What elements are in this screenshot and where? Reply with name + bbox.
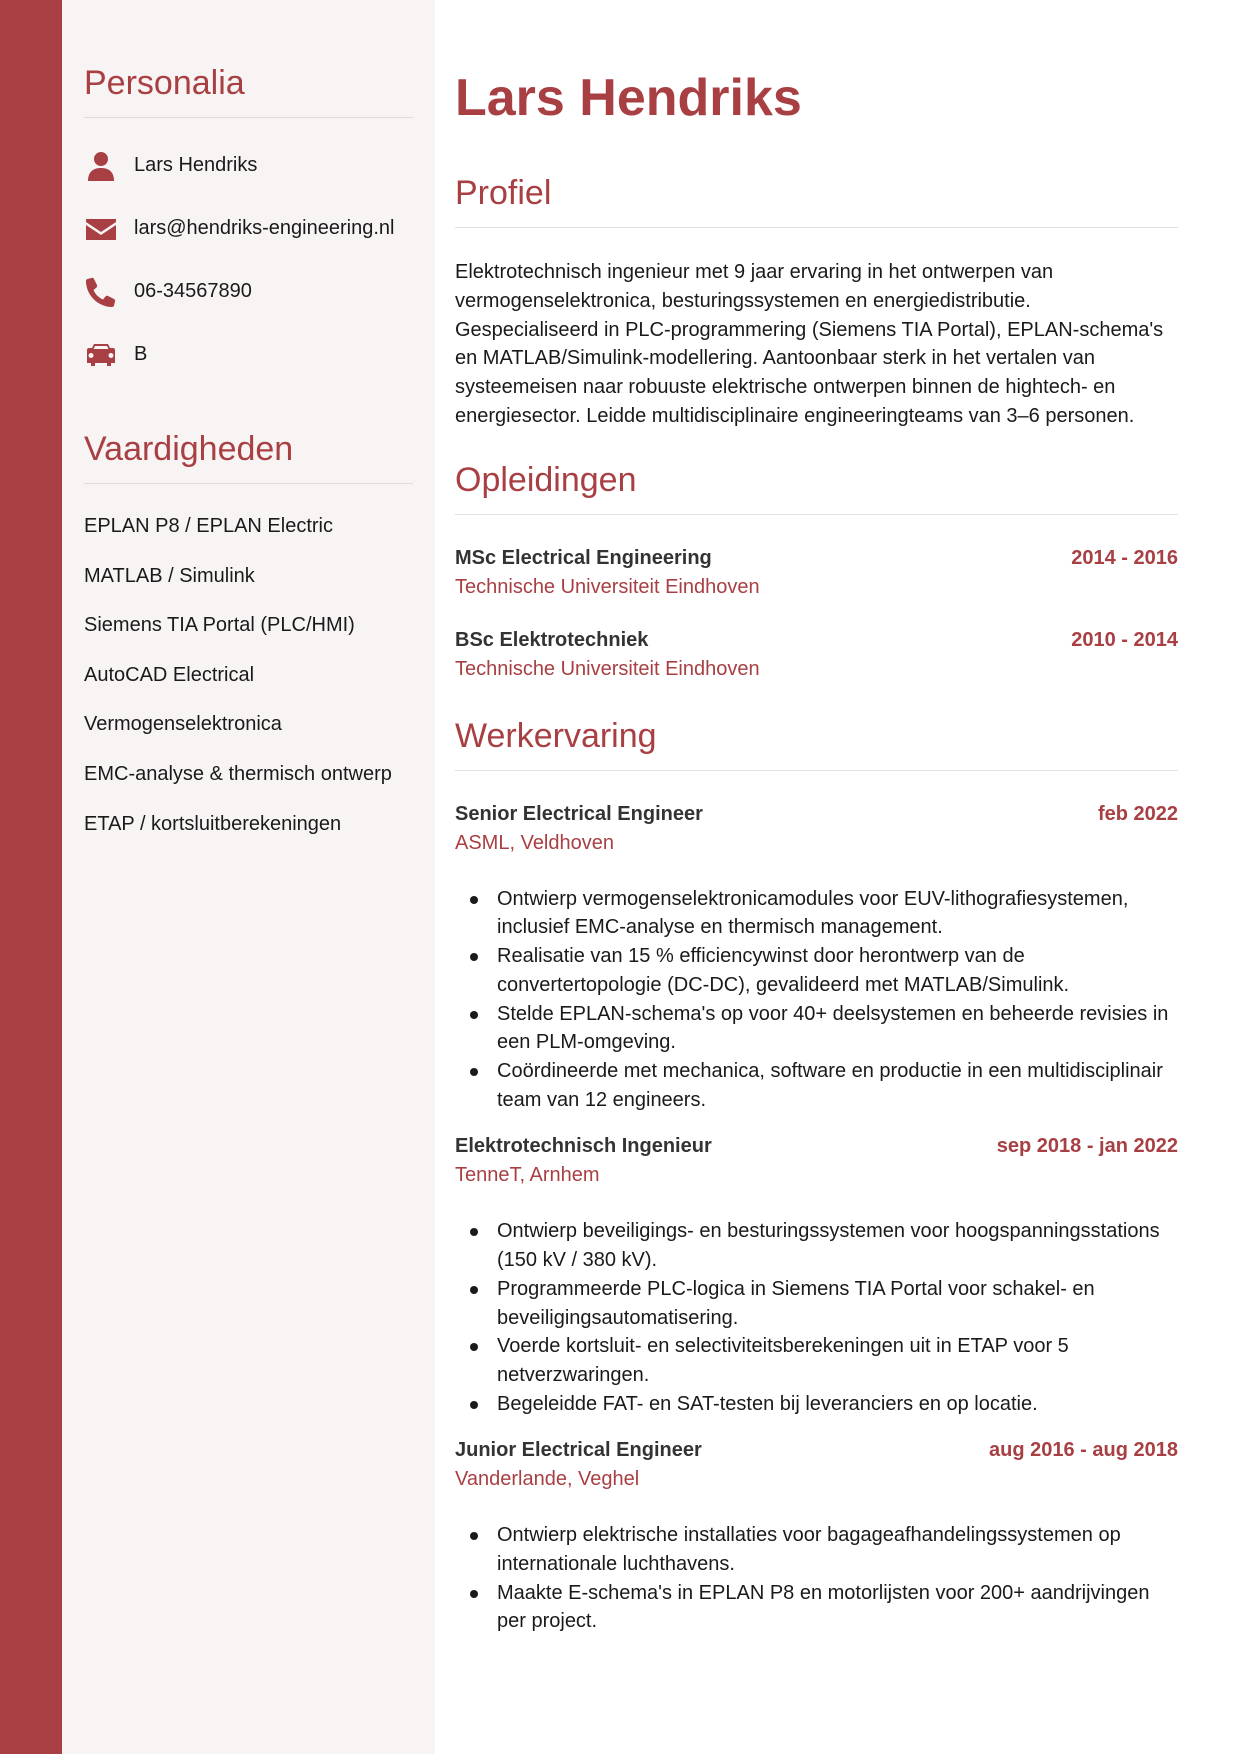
skill-item: AutoCAD Electrical [84, 663, 255, 686]
personal-heading: Personalia [84, 64, 413, 118]
skill-item: Siemens TIA Portal (PLC/HMI) [84, 614, 355, 637]
phone-icon [84, 275, 118, 309]
job-bullets [455, 1217, 1178, 1418]
job-bullet: Stelde EPLAN-schema's op voor 40+ deelsystemen en beheerde revisies in een PLM-omgeving. [455, 1000, 1178, 1057]
contact-email [84, 197, 413, 260]
job-bullets [455, 1521, 1178, 1636]
job-bullet: Ontwierp beveiligings- en besturingssystemen voor hoogspanningsstations (150 kV / 380 kV). [455, 1217, 1178, 1274]
education-institution: Technische Universiteit Eindhoven [455, 575, 760, 598]
accent-bar [0, 0, 62, 1754]
contact-license [84, 323, 413, 386]
experience-entry [455, 803, 1178, 1115]
education-date: 2014 - 2016 [1071, 546, 1178, 569]
contact-license-text: B [134, 343, 148, 365]
education-institution: Technische Universiteit Eindhoven [455, 657, 760, 680]
job-company: Vanderlande, Veghel [455, 1468, 640, 1491]
car-icon [84, 338, 118, 372]
profile-text: Elektrotechnisch ingenieur met 9 jaar ervaring in het ontwerpen van vermogenselektronica, besturingssystemen en energiedistributie. Gespecialiseerd in PLC-programmering (Siemens TIA Portal), EPLAN-schema's en MATLAB/Simulink-modellering. Aantoonbaar sterk in het vertalen van systeemeisen naar robuuste elektrische ontwerpen binnen de hightech- en energiesector. Leidde multidisciplinaire engineeringteams van 3–6 personen. [455, 261, 1164, 427]
envelope-icon [84, 212, 118, 246]
experience-section [455, 717, 1178, 1636]
education-entry [455, 629, 1178, 681]
skill-item: MATLAB / Simulink [84, 564, 255, 587]
job-title: Junior Electrical Engineer [455, 1439, 702, 1462]
education-heading: Opleidingen [455, 461, 1178, 515]
profile-heading: Profiel [455, 174, 1178, 228]
education-date: 2010 - 2014 [1071, 628, 1178, 651]
job-bullet: Maakte E-schema's in EPLAN P8 en motorlijsten voor 200+ aandrijvingen per project. [455, 1579, 1178, 1636]
skill-item: Vermogenselektronica [84, 713, 282, 736]
job-date: aug 2016 - aug 2018 [989, 1439, 1178, 1462]
user-icon [84, 149, 118, 183]
experience-entry [455, 1439, 1178, 1636]
job-bullet: Voerde kortsluit- en selectiviteitsberekeningen uit in ETAP voor 5 netverzwaringen. [455, 1332, 1178, 1389]
contact-name-text: Lars Hendriks [134, 154, 258, 176]
job-bullet: Coördineerde met mechanica, software en productie in een multidisciplinair team van 12 engineers. [455, 1057, 1178, 1114]
skill-item: EPLAN P8 / EPLAN Electric [84, 515, 333, 537]
experience-heading: Werkervaring [455, 717, 1178, 771]
job-bullets [455, 885, 1178, 1115]
education-section [455, 461, 1178, 681]
job-bullet: Begeleidde FAT- en SAT-testen bij leveranciers en op locatie. [455, 1390, 1178, 1419]
skills-list [84, 502, 413, 849]
job-date: feb 2022 [1097, 802, 1178, 825]
job-title: Elektrotechnisch Ingenieur [455, 1135, 712, 1158]
education-title: MSc Electrical Engineering [455, 546, 712, 569]
main-content [455, 0, 1178, 1636]
skill-item: EMC-analyse & thermisch ontwerp [84, 762, 392, 785]
contact-phone [84, 260, 413, 323]
skills-heading: Vaardigheden [84, 430, 413, 484]
job-date: sep 2018 - jan 2022 [996, 1135, 1178, 1158]
job-bullet: Ontwierp vermogenselektronicamodules voor EUV-lithografiesystemen, inclusief EMC-analyse en thermisch management. [455, 885, 1178, 942]
job-company: ASML, Veldhoven [455, 831, 614, 854]
job-bullet: Programmeerde PLC-logica in Siemens TIA Portal voor schakel- en beveiligingsautomatisering. [455, 1275, 1178, 1332]
contact-list [84, 134, 413, 386]
contact-name [84, 134, 413, 197]
sidebar [62, 0, 435, 1754]
job-company: TenneT, Arnhem [455, 1164, 600, 1187]
skill-item: ETAP / kortsluitberekeningen [84, 812, 342, 835]
contact-email-text[interactable]: lars@hendriks-engineering.nl [134, 217, 395, 239]
candidate-name: Lars Hendriks [455, 69, 802, 127]
education-title: BSc Elektrotechniek [455, 628, 649, 651]
job-title: Senior Electrical Engineer [455, 802, 703, 825]
job-bullet: Realisatie van 15 % efficiencywinst door herontwerp van de convertertopologie (DC-DC), gevalideerd met MATLAB/Simulink. [455, 942, 1178, 999]
contact-phone-text[interactable]: 06-34567890 [134, 280, 252, 302]
profile-section [455, 174, 1178, 431]
education-entry [455, 547, 1178, 599]
experience-entry [455, 1135, 1178, 1418]
job-bullet: Ontwierp elektrische installaties voor bagageafhandelingssystemen op internationale luchthavens. [455, 1521, 1178, 1578]
